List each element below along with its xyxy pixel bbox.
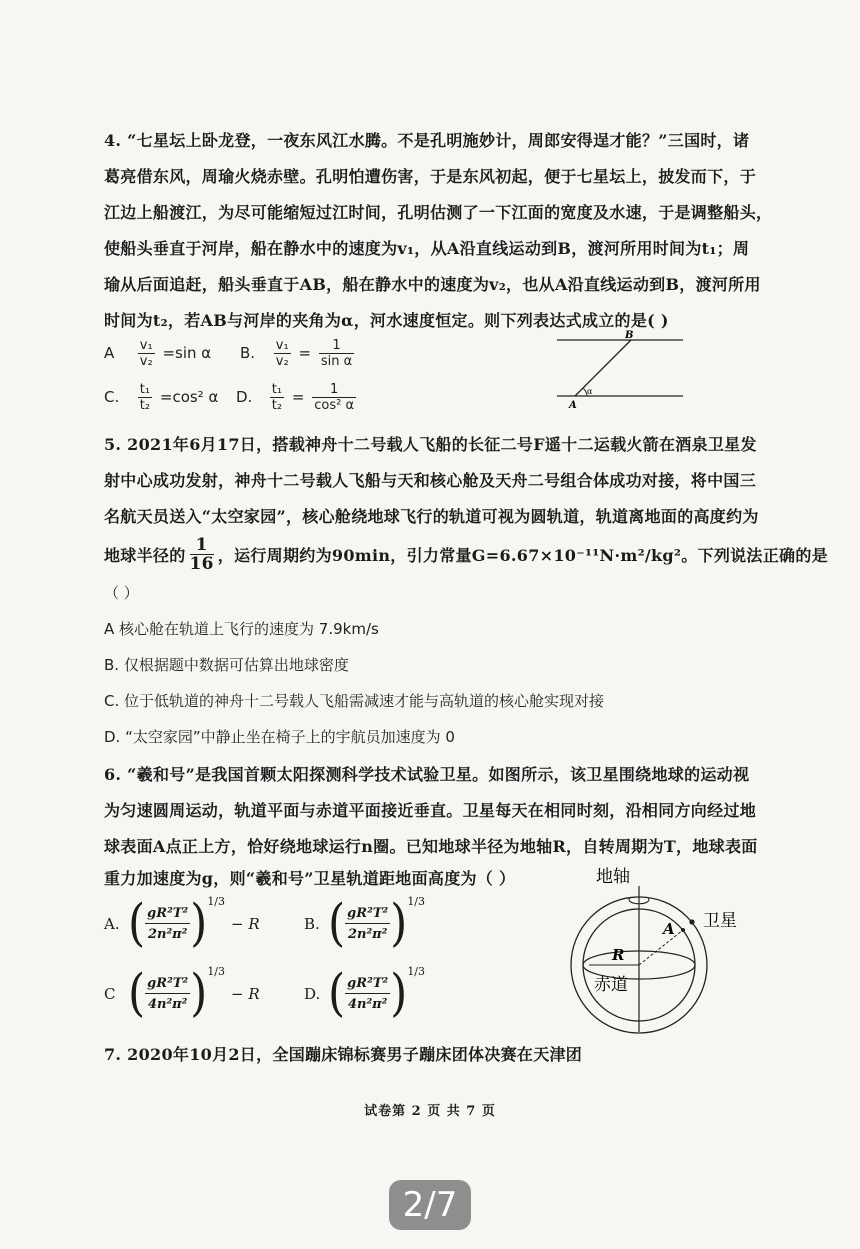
fraction: $\frac{\text{gR²T²}}{\text{2n²π²}}$ <box>147 905 189 942</box>
option-label: D. <box>236 388 253 406</box>
satellite-dot <box>689 919 694 924</box>
option-label: C. <box>104 388 120 406</box>
page-footer: 试卷第 2 页 共 7 页 <box>364 1104 496 1119</box>
q5-line-3: 名航天员送入“太空家园”，核心舱绕地球飞行的轨道可视为圆轨道，轨道离地面的高度约为 <box>104 507 759 526</box>
q5-option-b[interactable]: B. 仅根据题中数据可估算出地球密度 <box>104 656 349 674</box>
label-a: A <box>663 920 675 938</box>
q4-line-4: 使船头垂直于河岸，船在静水中的速度为v₁，从A沿直线运动到B，渡河所用时间为t₁；周 <box>104 239 750 258</box>
q4-option-a[interactable] <box>104 338 211 369</box>
label-r: R <box>612 946 625 964</box>
axis-label: 地轴 <box>596 867 630 887</box>
q7-line-1: 7. 2020年10月2日，全国蹦床锦标赛男子蹦床团体决赛在天津团 <box>104 1045 583 1064</box>
satellite-label: 卫星 <box>703 911 737 931</box>
fraction: $\frac{\text{gR²T²}}{\text{2n²π²}}$ <box>347 905 389 942</box>
point-a <box>681 928 685 932</box>
q4-line-3: 江边上船渡江，为尽可能缩短过江时间，孔明估测了一下江面的宽度及水速，于是调整船头， <box>104 203 773 222</box>
q4-line-1: 4. “七星坛上卧龙登，一夜东风江水腾。不是孔明施妙计，周郎安得逞才能？”三国时，诸 <box>104 131 750 150</box>
fraction-1-16: $\frac{1}{16}$ <box>189 535 214 574</box>
q6-option-c[interactable]: C ( $\frac{\text{gR²T²}}{\text{4n²π²}}$ ) 1/3 − R <box>104 964 260 1023</box>
fraction: $\frac{1}{\text{sin α}}$ <box>320 338 353 369</box>
fraction: $\frac{\text{gR²T²}}{\text{4n²π²}}$ <box>147 975 189 1012</box>
q5-line-1: 5. 2021年6月17日，搭载神舟十二号载人飞船的长征二号F遥十二运载火箭在酒泉卫星发 <box>104 435 757 454</box>
q4-line-5: 瑜从后面追赶，船头垂直于AB，船在静水中的速度为v₂，也从A沿直线运动到B，渡河所用 <box>104 275 761 294</box>
fraction: $\frac{\text{v₁}}{\text{v₂}}$ <box>139 338 153 369</box>
fraction: $\frac{\text{gR²T²}}{\text{4n²π²}}$ <box>347 975 389 1012</box>
q6-option-a[interactable]: A. ( $\frac{\text{gR²T²}}{\text{2n²π²}}$ ) 1/3 − R <box>104 894 260 953</box>
q6-line-3: 球表面A点正上方，恰好绕地球运行n圈。已知地球半径为地轴R，自转周期为T，地球表面 <box>104 837 758 856</box>
equator-label: 赤道 <box>594 975 628 995</box>
path-ab <box>575 340 631 396</box>
q4-line-2: 葛亮借东风，周瑜火烧赤壁。孔明怕遭伤害，于是东风初起，便于七星坛上，披发而下，于 <box>104 167 757 186</box>
q5-option-a[interactable]: A 核心舱在轨道上飞行的速度为 7.9km/s <box>104 620 379 638</box>
q4-line-6: 时间为t₂，若AB与河岸的夹角为α，河水速度恒定。则下列表达式成立的是( ) <box>104 311 669 330</box>
q6-line-2: 为匀速圆周运动，轨道平面与赤道平面接近垂直。卫星每天在相同时刻，沿相同方向经过地 <box>104 801 757 820</box>
option-label: A <box>104 344 115 362</box>
fraction: $\frac{\text{t₁}}{\text{t₂}}$ <box>139 382 151 413</box>
q6-option-d[interactable]: D. ( $\frac{\text{gR²T²}}{\text{4n²π²}}$ ) 1/3 <box>304 964 426 1023</box>
q4-option-b[interactable]: B. $\frac{\text{v₁}}{\text{v₂}}$ = $\frac{1}{\text{sin α}}$ <box>240 338 353 369</box>
option-label: B. <box>240 344 256 362</box>
label-alpha: α <box>587 387 593 396</box>
fraction: $\frac{1}{\text{cos² α}}$ <box>314 382 355 413</box>
q5-line-4: 地球半径的 $\frac{1}{16}$ ，运行周期约为90min，引力常量G=6.67×10⁻¹¹N·m²/kg²。下列说法正确的是 <box>104 535 828 574</box>
q6-option-b[interactable]: B. ( $\frac{\text{gR²T²}}{\text{2n²π²}}$ ) 1/3 <box>304 894 426 953</box>
page-indicator: 2/7 <box>389 1180 471 1230</box>
option-rhs: =sin α <box>162 344 212 362</box>
q5-line-2: 射中心成功发射，神舟十二号载人飞船与天和核心舱及天舟二号组合体成功对接，将中国三 <box>104 471 757 490</box>
label-a: A <box>569 400 577 411</box>
radius-to-a <box>639 930 683 965</box>
q5-answer-paren: （ ） <box>104 584 139 602</box>
q4-option-d[interactable]: D. $\frac{\text{t₁}}{\text{t₂}}$ = $\frac{1}{\text{cos² α}}$ <box>236 382 355 413</box>
label-b: B <box>625 330 634 341</box>
river-crossing-figure <box>555 330 685 412</box>
q6-line-1: 6. “羲和号”是我国首颗太阳探测科学技术试验卫星。如图所示，该卫星围绕地球的运动视 <box>104 765 750 784</box>
option-rhs: =cos² α <box>159 388 219 406</box>
fraction: $\frac{\text{v₁}}{\text{v₂}}$ <box>275 338 289 369</box>
fraction: $\frac{\text{t₁}}{\text{t₂}}$ <box>271 382 283 413</box>
q5-option-d[interactable]: D. “太空家园”中静止坐在椅子上的宇航员加速度为 0 <box>104 728 455 746</box>
q5-option-c[interactable]: C. 位于低轨道的神舟十二号载人飞船需减速才能与高轨道的核心舱实现对接 <box>104 692 605 710</box>
q6-line-4: 重力加速度为g，则“羲和号”卫星轨道距地面高度为（ ） <box>104 869 516 888</box>
q4-option-c[interactable] <box>104 382 218 413</box>
earth-satellite-figure <box>566 862 752 1042</box>
